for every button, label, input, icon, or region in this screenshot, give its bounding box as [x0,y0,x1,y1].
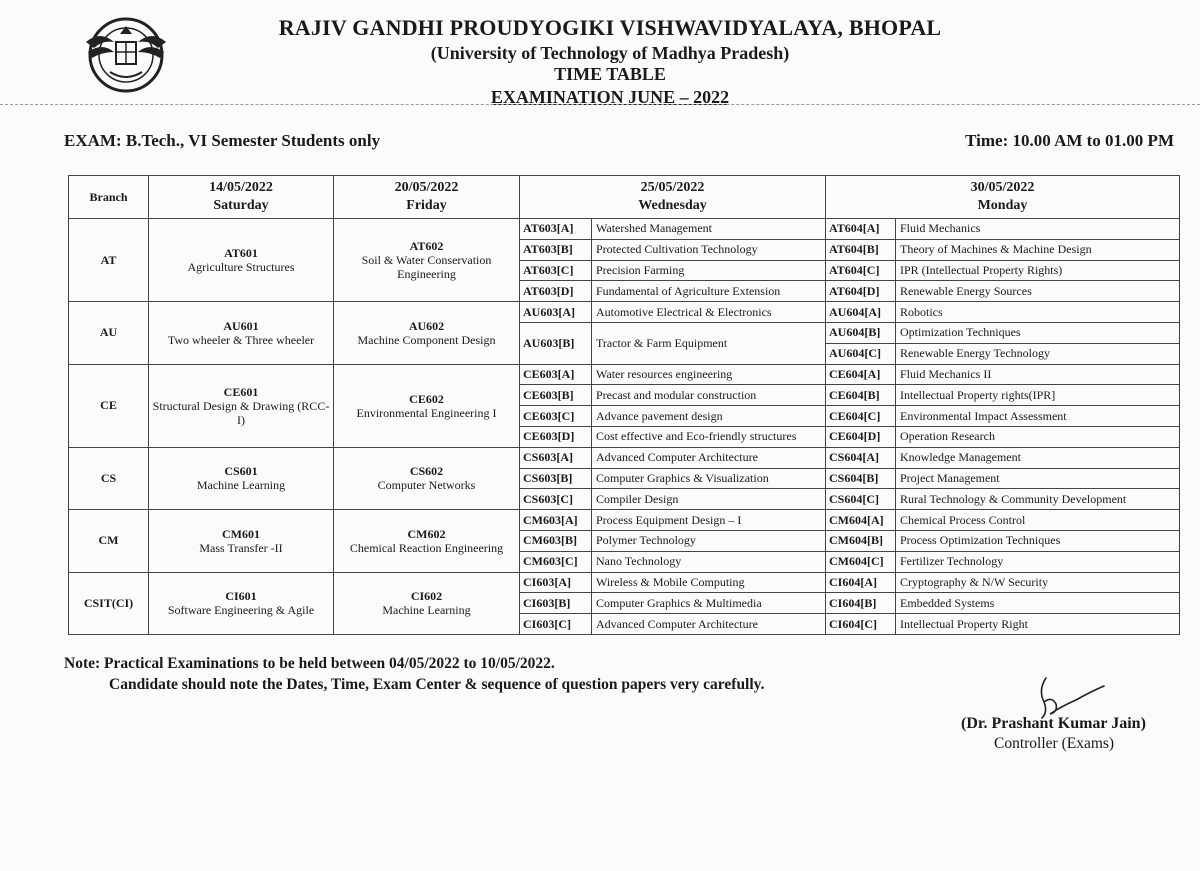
elective-name: Fundamental of Agriculture Extension [592,281,826,302]
elective-name: Computer Graphics & Multimedia [592,593,826,614]
elective-code: CM603[A] [520,510,592,531]
day-header-2: 20/05/2022 Friday [334,176,520,219]
branch-cell: AU [69,302,149,364]
elective-name: Fluid Mechanics II [896,364,1180,385]
paper-cell: CM602 Chemical Reaction Engineering [334,510,520,572]
elective-name: Cryptography & N/W Security [896,572,1180,593]
document-type: TIME TABLE [554,64,666,84]
table-row [69,364,1180,385]
elective-code: CE604[D] [826,426,896,447]
table-row [69,447,1180,468]
university-name: RAJIV GANDHI PROUDYOGIKI VISHWAVIDYALAYA, BHOPAL [278,15,942,40]
table-row [69,302,1180,323]
elective-code: CS604[B] [826,468,896,489]
elective-code: CS604[A] [826,447,896,468]
note-candidate: Candidate should note the Dates, Time, Exam Center & sequence of question papers very carefully. [109,676,765,693]
elective-name: Optimization Techniques [896,322,1180,343]
elective-name: Fluid Mechanics [896,219,1180,240]
paper-cell: CI601 Software Engineering & Agile [149,572,334,634]
header-divider [0,104,1200,105]
elective-name: Protected Cultivation Technology [592,239,826,260]
elective-name: Computer Graphics & Visualization [592,468,826,489]
elective-code: AT604[B] [826,239,896,260]
elective-code: CE603[A] [520,364,592,385]
elective-name: Wireless & Mobile Computing [592,572,826,593]
elective-name: Polymer Technology [592,530,826,551]
paper-cell: CS601 Machine Learning [149,447,334,509]
elective-name: Robotics [896,302,1180,323]
elective-name: Water resources engineering [592,364,826,385]
elective-code: CI603[A] [520,572,592,593]
branch-cell: AT [69,219,149,302]
elective-code: CE604[A] [826,364,896,385]
elective-name: Tractor & Farm Equipment [592,322,826,364]
elective-code: AU604[A] [826,302,896,323]
table-row [69,572,1180,593]
elective-code: CM604[B] [826,530,896,551]
paper-cell: AT601 Agriculture Structures [149,219,334,302]
elective-code: CS604[C] [826,489,896,510]
signatory-title: Controller (Exams) [994,735,1115,752]
elective-code: AU604[B] [826,322,896,343]
elective-code: CE604[C] [826,406,896,427]
elective-name: Compiler Design [592,489,826,510]
paper-cell: AU601 Two wheeler & Three wheeler [149,302,334,364]
elective-code: AU603[A] [520,302,592,323]
branch-cell: CS [69,447,149,509]
elective-name: Intellectual Property Right [896,614,1180,635]
elective-code: AT604[C] [826,260,896,281]
elective-name: Knowledge Management [896,447,1180,468]
elective-code: CE603[D] [520,426,592,447]
elective-name: Watershed Management [592,219,826,240]
table-row [69,510,1180,531]
elective-code: CM604[C] [826,551,896,572]
elective-code: CM603[C] [520,551,592,572]
elective-code: AT604[D] [826,281,896,302]
elective-code: CI604[A] [826,572,896,593]
elective-code: CS603[A] [520,447,592,468]
elective-name: Precast and modular construction [592,385,826,406]
elective-code: CS603[B] [520,468,592,489]
day-header-4: 30/05/2022 Monday [826,176,1180,219]
elective-name: Chemical Process Control [896,510,1180,531]
branch-cell: CE [69,364,149,447]
elective-name: Renewable Energy Technology [896,343,1180,364]
exam-description: EXAM: B.Tech., VI Semester Students only [64,131,381,150]
elective-name: Advance pavement design [592,406,826,427]
elective-name: Environmental Impact Assessment [896,406,1180,427]
elective-code: CE603[C] [520,406,592,427]
elective-name: Process Optimization Techniques [896,530,1180,551]
branch-cell: CSIT(CI) [69,572,149,634]
paper-cell: CM601 Mass Transfer -II [149,510,334,572]
elective-code: CM603[B] [520,530,592,551]
elective-code: AU603[B] [520,322,592,364]
elective-code: AT603[A] [520,219,592,240]
examination-title: EXAMINATION JUNE – 2022 [490,87,730,107]
elective-name: Advanced Computer Architecture [592,447,826,468]
elective-name: Automotive Electrical & Electronics [592,302,826,323]
paper-cell: CE601 Structural Design & Drawing (RCC-I) [149,364,334,447]
elective-name: Precision Farming [592,260,826,281]
elective-code: CS603[C] [520,489,592,510]
elective-code: CM604[A] [826,510,896,531]
elective-code: CE603[B] [520,385,592,406]
elective-name: Renewable Energy Sources [896,281,1180,302]
elective-name: Project Management [896,468,1180,489]
elective-code: AT604[A] [826,219,896,240]
elective-name: Nano Technology [592,551,826,572]
elective-code: AU604[C] [826,343,896,364]
paper-cell: CI602 Machine Learning [334,572,520,634]
elective-code: CI603[B] [520,593,592,614]
elective-name: IPR (Intellectual Property Rights) [896,260,1180,281]
elective-code: CI604[C] [826,614,896,635]
elective-name: Process Equipment Design – I [592,510,826,531]
elective-code: AT603[C] [520,260,592,281]
paper-cell: CE602 Environmental Engineering I [334,364,520,447]
table-row [69,219,1180,240]
branch-header: Branch [69,176,149,219]
elective-name: Intellectual Property rights(IPR] [896,385,1180,406]
elective-code: CE604[B] [826,385,896,406]
branch-cell: CM [69,510,149,572]
paper-cell: CS602 Computer Networks [334,447,520,509]
elective-name: Fertilizer Technology [896,551,1180,572]
day-header-3: 25/05/2022 Wednesday [520,176,826,219]
exam-time: Time: 10.00 AM to 01.00 PM [965,131,1174,150]
elective-name: Operation Research [896,426,1180,447]
elective-code: AT603[D] [520,281,592,302]
header-row [69,176,1180,219]
elective-name: Theory of Machines & Machine Design [896,239,1180,260]
elective-code: CI603[C] [520,614,592,635]
paper-cell: AU602 Machine Component Design [334,302,520,364]
paper-cell: AT602 Soil & Water Conservation Engineering [334,219,520,302]
day-header-1: 14/05/2022 Saturday [149,176,334,219]
university-subtitle: (University of Technology of Madhya Pradesh) [430,43,790,63]
signatory-name: (Dr. Prashant Kumar Jain) [961,715,1146,732]
elective-name: Cost effective and Eco-friendly structures [592,426,826,447]
note-practical: Note: Practical Examinations to be held between 04/05/2022 to 10/05/2022. [64,655,555,672]
elective-code: AT603[B] [520,239,592,260]
elective-name: Rural Technology & Community Development [896,489,1180,510]
elective-code: CI604[B] [826,593,896,614]
timetable [68,175,1180,635]
elective-name: Advanced Computer Architecture [592,614,826,635]
elective-name: Embedded Systems [896,593,1180,614]
